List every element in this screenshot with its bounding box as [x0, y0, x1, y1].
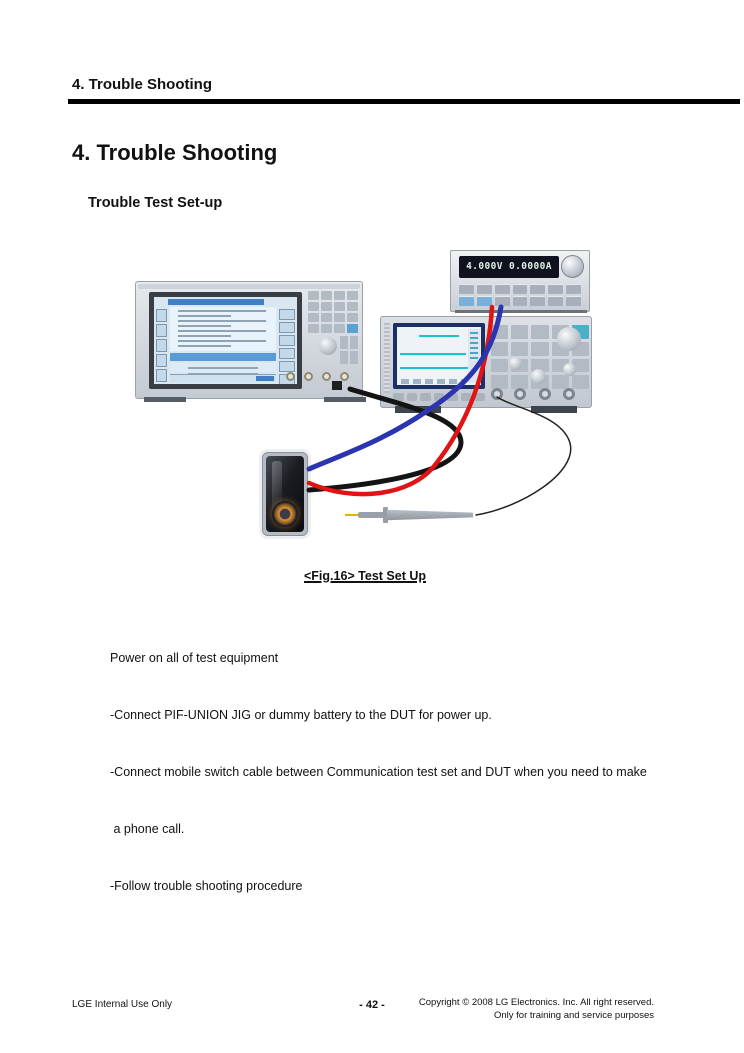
test-set-statusbar: [170, 374, 276, 382]
key: [350, 351, 358, 364]
button: [572, 375, 589, 389]
key: [321, 324, 332, 333]
scope-menu-buttons: [393, 393, 485, 401]
softkey: [279, 322, 295, 333]
instruction-line: -Follow trouble shooting procedure: [110, 879, 303, 893]
scope-menu-row: [401, 379, 463, 384]
text-row: [178, 340, 266, 342]
key: [308, 291, 319, 300]
key: [347, 313, 358, 322]
readout-row: [470, 342, 478, 344]
dc-power-supply: [450, 250, 590, 312]
bnc-connector: [322, 372, 331, 381]
page-title: 4. Trouble Shooting: [72, 140, 278, 165]
key: [308, 313, 319, 322]
power-supply-readout: 4.000V 0.0000A: [459, 256, 559, 278]
instruction-line: -Connect mobile switch cable between Communication test set and DUT when you need to make: [110, 765, 647, 779]
instruction-line: -Connect PIF-UNION JIG or dummy battery to the DUT for power up.: [110, 708, 492, 722]
footer-copyright: [354, 996, 654, 1022]
button: [491, 359, 508, 373]
scope-vent: [384, 323, 390, 393]
scope-knob: [531, 369, 546, 384]
text-row: [178, 310, 266, 312]
power-supply-button: [495, 296, 510, 306]
key: [347, 302, 358, 311]
phone-body: [266, 456, 304, 532]
key: [321, 291, 332, 300]
button: [474, 393, 485, 401]
dut-mobile-phone: [262, 452, 308, 536]
button: [531, 325, 548, 339]
running-header-title: 4. Trouble Shooting: [72, 76, 212, 93]
readout-row: [470, 357, 478, 359]
readout-row: [470, 337, 478, 339]
test-set-softkeys-right: [278, 307, 296, 374]
power-supply-button: [513, 284, 528, 294]
scope-readout-column: [468, 329, 480, 383]
scope-trace: [419, 335, 459, 337]
test-set-side-buttons: [340, 336, 358, 364]
communication-test-set: [135, 281, 363, 399]
button: [511, 375, 528, 389]
scope-screen-bezel: [393, 323, 485, 389]
text-row: [178, 345, 231, 347]
oscilloscope-probe: [345, 507, 477, 523]
text-row: [178, 315, 231, 317]
power-supply-button: [566, 284, 581, 294]
key: [340, 336, 348, 349]
key: [308, 302, 319, 311]
instrument-foot: [395, 406, 441, 413]
power-supply-button: [459, 284, 474, 294]
test-set-divider-band: [170, 353, 276, 361]
scope-input-bnc: [539, 388, 551, 400]
bnc-connector: [340, 372, 349, 381]
instruction-line: a phone call.: [110, 822, 185, 836]
text-row: [188, 367, 258, 369]
power-supply-button: [548, 284, 563, 294]
button: [491, 342, 508, 356]
button: [552, 375, 569, 389]
key: [347, 324, 358, 333]
key: [321, 313, 332, 322]
power-supply-buttons: [459, 284, 581, 306]
probe-cable: [476, 397, 571, 515]
phone-nav-wheel: [272, 501, 298, 527]
scope-input-bnc: [491, 388, 503, 400]
power-supply-button: [530, 284, 545, 294]
scope-knob: [557, 327, 581, 351]
test-set-screen-bezel: [149, 292, 302, 389]
oscilloscope: [380, 316, 592, 408]
button: [434, 393, 445, 401]
scope-screen: [397, 327, 481, 385]
text-row: [178, 330, 266, 332]
test-set-softkeys-left: [155, 307, 168, 374]
scope-input-bnc: [514, 388, 526, 400]
softkey: [279, 348, 295, 359]
key: [321, 302, 332, 311]
softkey: [156, 339, 167, 352]
instrument-foot: [144, 397, 186, 402]
test-set-top-strip: [138, 284, 360, 289]
figure-caption: <Fig.16> Test Set Up: [303, 569, 427, 583]
test-setup-figure: [90, 245, 638, 547]
instrument-foot: [531, 406, 577, 413]
power-supply-button: [477, 296, 492, 306]
button: [420, 393, 431, 401]
test-set-measurement-area: [170, 307, 276, 351]
scope-trace: [400, 353, 466, 355]
instructions: [110, 611, 647, 934]
bnc-connector: [304, 372, 313, 381]
button: [447, 393, 458, 401]
footer-confidentiality: LGE Internal Use Only: [72, 999, 173, 1010]
key: [308, 324, 319, 333]
button: [491, 325, 508, 339]
softkey: [156, 354, 167, 367]
softkey: [156, 324, 167, 337]
button: [461, 393, 472, 401]
power-supply-button: [477, 284, 492, 294]
text-row: [178, 320, 266, 322]
scope-input-bnc: [563, 388, 575, 400]
probe-shaft: [358, 512, 385, 518]
bnc-connector: [286, 372, 295, 381]
power-supply-button: [459, 296, 474, 306]
test-set-message-area: [170, 363, 276, 372]
test-set-screen: [154, 297, 297, 384]
key: [334, 291, 345, 300]
scope-knob: [563, 363, 576, 376]
key: [334, 302, 345, 311]
header-rule: [68, 99, 740, 104]
copyright-line: Only for training and service purposes: [494, 1010, 654, 1021]
test-set-keypad: [308, 291, 358, 333]
instruction-line: Power on all of test equipment: [110, 651, 279, 665]
test-set-knob: [319, 337, 337, 355]
button: [511, 325, 528, 339]
text-row: [178, 335, 231, 337]
section-subtitle: Trouble Test Set-up: [88, 195, 223, 211]
button: [393, 393, 404, 401]
power-supply-button: [513, 296, 528, 306]
softkey: [156, 309, 167, 322]
test-set-screen-titlebar: [168, 299, 264, 305]
footer-page-number: - 42 -: [359, 999, 385, 1011]
readout-row: [470, 332, 478, 334]
rf-cable-jack: [332, 381, 342, 390]
readout-row: [470, 352, 478, 354]
softkey: [279, 361, 295, 372]
copyright-line: Copyright © 2008 LG Electronics. Inc. All right reserved.: [418, 997, 654, 1008]
power-supply-button: [495, 284, 510, 294]
key: [334, 324, 345, 333]
instrument-foot: [324, 397, 366, 402]
text-row: [178, 325, 231, 327]
softkey: [279, 335, 295, 346]
softkey: [156, 369, 167, 382]
power-supply-button: [530, 296, 545, 306]
key: [350, 336, 358, 349]
softkey: [279, 309, 295, 320]
power-supply-button: [566, 296, 581, 306]
scope-knob: [509, 357, 522, 370]
key: [340, 351, 348, 364]
button: [491, 375, 508, 389]
key: [334, 313, 345, 322]
readout-row: [470, 347, 478, 349]
power-supply-knob: [561, 255, 584, 278]
power-supply-button: [548, 296, 563, 306]
button: [511, 342, 528, 356]
button: [531, 342, 548, 356]
button: [407, 393, 418, 401]
scope-trace: [400, 367, 470, 369]
probe-body: [387, 509, 473, 521]
key: [347, 291, 358, 300]
